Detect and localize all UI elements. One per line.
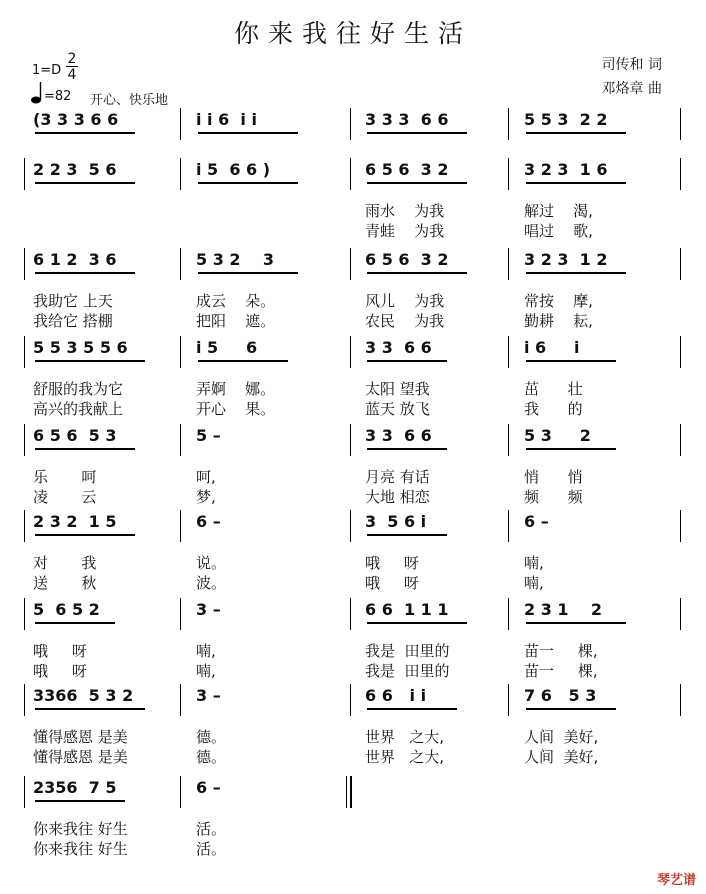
bar-line	[350, 510, 351, 542]
lyric-text: 舒服的我为它	[33, 380, 124, 398]
lyric-text: 我 的	[524, 400, 583, 418]
lyric-text: 喃,	[196, 642, 216, 660]
melody-measure: 2 2 3 5 6	[33, 160, 117, 179]
lyric-text: 唱过 歌,	[524, 222, 593, 240]
melody-measure: 6 5 6 3 2	[365, 160, 449, 179]
beam-line	[526, 622, 626, 624]
bar-line	[24, 684, 25, 716]
lyric-text: 喃,	[524, 554, 544, 572]
lyric-text: 高兴的我献上	[33, 400, 124, 418]
melody-measure: 3366 5 3 2	[33, 686, 134, 705]
time-sig-denominator: 4	[67, 67, 77, 83]
expression-marking: 开心、快乐地	[90, 93, 169, 108]
bar-line	[680, 158, 681, 190]
lyric-text: 呵,	[196, 468, 216, 486]
beam-line	[367, 272, 467, 274]
key-signature: 1=D	[32, 63, 62, 78]
lyric-text: 喃,	[196, 662, 216, 680]
lyric-text: 风儿 为我	[365, 292, 445, 310]
lyric-text: 苗一 棵,	[524, 662, 598, 680]
bar-line	[24, 598, 25, 630]
melody-measure: 2356 7 5	[33, 778, 117, 797]
melody-measure: 3 3 3 6 6	[365, 110, 449, 129]
lyric-text: 喃,	[524, 574, 544, 592]
lyric-text: 悄 悄	[524, 468, 583, 486]
melody-measure: 3 3 6 6	[365, 338, 432, 357]
bar-line	[350, 776, 352, 808]
bar-line	[180, 158, 181, 190]
beam-line	[526, 182, 626, 184]
beam-line	[367, 132, 467, 134]
lyric-text: 人间 美好,	[524, 748, 599, 766]
tempo-marking: =82	[44, 89, 72, 104]
bar-line	[680, 108, 681, 140]
bar-line	[508, 424, 509, 456]
beam-line	[367, 534, 447, 536]
lyric-text: 青蛙 为我	[365, 222, 445, 240]
beam-line	[526, 132, 626, 134]
lyric-text: 哦 呀	[33, 642, 87, 660]
beam-line	[35, 272, 135, 274]
lyric-text: 我是 田里的	[365, 642, 450, 660]
bar-line	[680, 684, 681, 716]
bar-line	[680, 598, 681, 630]
lyric-text: 波。	[196, 574, 227, 592]
melody-measure: 3 2 3 1 6	[524, 160, 608, 179]
bar-line	[508, 108, 509, 140]
bar-line	[350, 158, 351, 190]
lyric-text: 大地 相恋	[365, 488, 430, 506]
beam-line	[35, 622, 115, 624]
bar-line	[180, 248, 181, 280]
lyric-text: 太阳 望我	[365, 380, 430, 398]
composer-credit: 邓烙章 曲	[601, 81, 662, 97]
beam-line	[367, 708, 457, 710]
melody-measure: 6 –	[196, 778, 221, 797]
final-bar-thin	[346, 776, 347, 808]
lyric-text: 哦 呀	[365, 574, 419, 592]
lyric-text: 苗一 棵,	[524, 642, 598, 660]
melody-measure: 3 2 3 1 2	[524, 250, 608, 269]
bar-line	[180, 510, 181, 542]
bar-line	[680, 248, 681, 280]
bar-line	[508, 336, 509, 368]
bar-line	[180, 684, 181, 716]
melody-measure: 5 –	[196, 426, 221, 445]
lyric-text: 月亮 有话	[365, 468, 430, 486]
lyric-text: 说。	[196, 554, 227, 572]
beam-line	[526, 708, 616, 710]
lyric-text: 常按 摩,	[524, 292, 593, 310]
bar-line	[24, 776, 25, 808]
bar-line	[180, 336, 181, 368]
time-sig-numerator: 2	[67, 51, 77, 67]
lyric-text: 活。	[196, 820, 227, 838]
melody-measure: 2 3 1 2	[524, 600, 602, 619]
melody-measure: 6 6 1 1 1	[365, 600, 449, 619]
melody-measure: 7 6 5 3	[524, 686, 597, 705]
melody-measure: 6 5 6 3 2	[365, 250, 449, 269]
bar-line	[680, 336, 681, 368]
bar-line	[24, 510, 25, 542]
lyric-text: 农民 为我	[365, 312, 445, 330]
beam-line	[367, 360, 447, 362]
melody-measure: i 5 6	[196, 338, 258, 357]
lyric-text: 茁 壮	[524, 380, 583, 398]
lyric-text: 凌 云	[33, 488, 97, 506]
lyric-text: 雨水 为我	[365, 202, 445, 220]
bar-line	[180, 108, 181, 140]
lyric-text: 人间 美好,	[524, 728, 599, 746]
bar-line	[680, 510, 681, 542]
site-logo: 琴艺谱	[656, 873, 696, 888]
melody-measure: 5 6 5 2	[33, 600, 100, 619]
bar-line	[508, 248, 509, 280]
melody-measure: 6 –	[524, 512, 549, 531]
bar-line	[24, 424, 25, 456]
lyric-text: 哦 呀	[365, 554, 419, 572]
melody-measure: 6 5 6 5 3	[33, 426, 117, 445]
melody-measure: i 6 i	[524, 338, 580, 357]
beam-line	[367, 182, 467, 184]
melody-measure: 6 6 i i	[365, 686, 427, 705]
lyric-text: 乐 呵	[33, 468, 97, 486]
beam-line	[367, 448, 447, 450]
beam-line	[35, 708, 145, 710]
melody-measure: 3 –	[196, 600, 221, 619]
lyric-text: 开心 果。	[196, 400, 276, 418]
melody-measure: 5 3 2 3	[196, 250, 274, 269]
lyric-text: 德。	[196, 728, 227, 746]
lyric-text: 把阳 遮。	[196, 312, 276, 330]
lyric-text: 你来我往 好生	[33, 820, 128, 838]
lyric-text: 懂得感恩 是美	[33, 748, 128, 766]
lyric-text: 蓝天 放飞	[365, 400, 430, 418]
melody-measure: 5 5 3 5 5 6	[33, 338, 128, 357]
bar-line	[508, 598, 509, 630]
lyric-text: 梦,	[196, 488, 216, 506]
bar-line	[350, 424, 351, 456]
bar-line	[180, 598, 181, 630]
melody-measure: 6 1 2 3 6	[33, 250, 117, 269]
bar-line	[680, 424, 681, 456]
lyric-text: 勤耕 耘,	[524, 312, 593, 330]
melody-measure: 6 –	[196, 512, 221, 531]
lyric-text: 对 我	[33, 554, 97, 572]
bar-line	[180, 424, 181, 456]
beam-line	[35, 132, 135, 134]
beam-line	[35, 182, 135, 184]
bar-line	[508, 510, 509, 542]
lyric-text: 活。	[196, 840, 227, 858]
beam-line	[198, 182, 298, 184]
lyric-text: 送 秋	[33, 574, 97, 592]
bar-line	[508, 684, 509, 716]
bar-line	[350, 248, 351, 280]
melody-measure: 5 5 3 2 2	[524, 110, 608, 129]
melody-measure: i i 6 i i	[196, 110, 257, 129]
bar-line	[350, 598, 351, 630]
lyric-text: 懂得感恩 是美	[33, 728, 128, 746]
bar-line	[350, 684, 351, 716]
lyric-text: 我给它 搭棚	[33, 312, 113, 330]
beam-line	[198, 132, 298, 134]
lyric-text: 频 频	[524, 488, 583, 506]
bar-line	[350, 336, 351, 368]
beam-line	[35, 360, 145, 362]
song-title: 你来我往好生活	[233, 19, 472, 48]
bar-line	[24, 336, 25, 368]
melody-measure: 3 –	[196, 686, 221, 705]
bar-line	[24, 158, 25, 190]
bar-line	[24, 248, 25, 280]
lyricist-credit: 司传和 词	[601, 57, 662, 73]
lyric-text: 哦 呀	[33, 662, 87, 680]
lyric-text: 我助它 上天	[33, 292, 113, 310]
beam-line	[35, 534, 135, 536]
beam-line	[198, 360, 288, 362]
beam-line	[35, 448, 135, 450]
lyric-text: 德。	[196, 748, 227, 766]
beam-line	[526, 360, 616, 362]
lyric-text: 解过 渴,	[524, 202, 593, 220]
melody-measure: 3 5 6 i	[365, 512, 427, 531]
lyric-text: 世界 之大,	[365, 728, 445, 746]
lyric-text: 弄婀 娜。	[196, 380, 276, 398]
beam-line	[526, 448, 616, 450]
bar-line	[180, 776, 181, 808]
lyric-text: 成云 朵。	[196, 292, 276, 310]
melody-measure: 3 3 6 6	[365, 426, 432, 445]
bar-line	[508, 158, 509, 190]
melody-measure: (3 3 3 6 6	[33, 110, 119, 129]
beam-line	[526, 272, 626, 274]
beam-line	[198, 272, 298, 274]
bar-line	[350, 108, 351, 140]
beam-line	[367, 622, 467, 624]
lyric-text: 我是 田里的	[365, 662, 450, 680]
melody-measure: 2 3 2 1 5	[33, 512, 117, 531]
lyric-text: 世界 之大,	[365, 748, 445, 766]
beam-line	[35, 800, 125, 802]
melody-measure: i 5 6 6 )	[196, 160, 271, 179]
melody-measure: 5 3 2	[524, 426, 591, 445]
lyric-text: 你来我往 好生	[33, 840, 128, 858]
